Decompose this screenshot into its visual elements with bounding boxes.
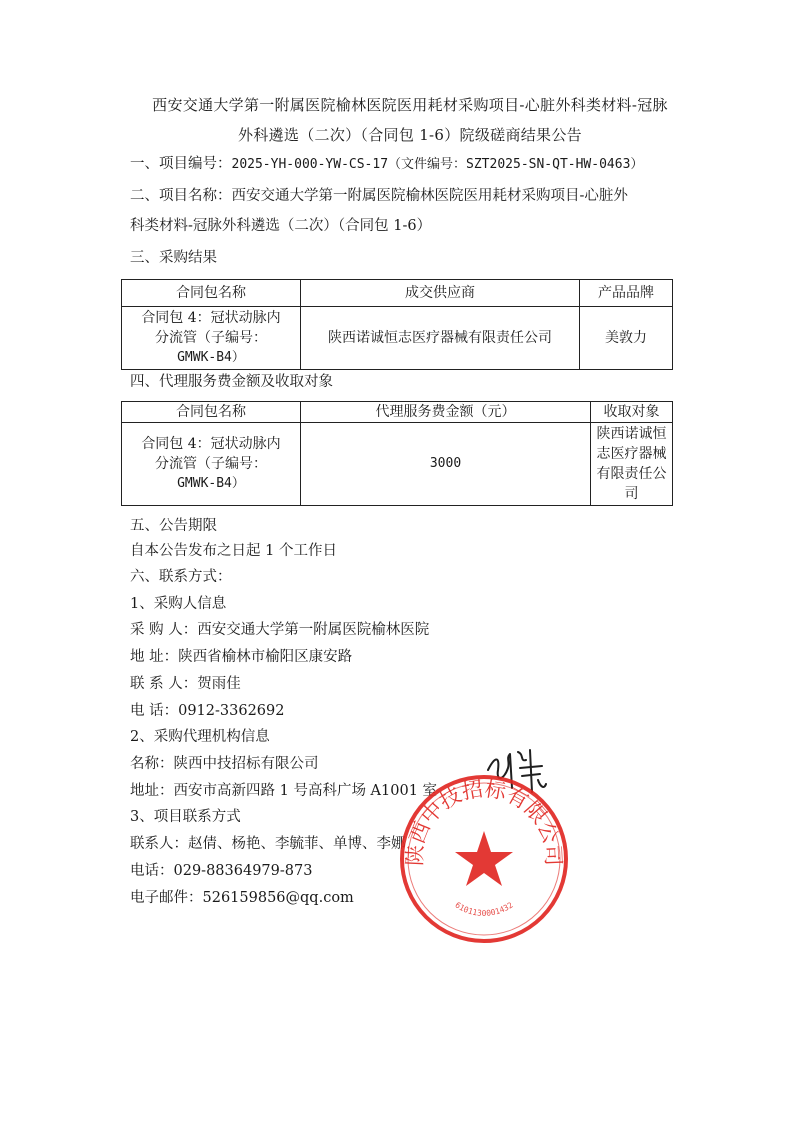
agency-fee-heading: 四、代理服务费金额及收取对象 — [130, 374, 333, 390]
purchase-result-heading: 三、采购结果 — [130, 250, 217, 266]
project-contact-email: 电子邮件：526159856@qq.com — [130, 890, 354, 906]
agency-info-heading: 2、采购代理机构信息 — [130, 729, 270, 745]
table-header-row — [122, 402, 673, 423]
purchaser-address: 地 址：陕西省榆林市榆阳区康安路 — [130, 649, 353, 665]
brand-cell: 美敦力 — [580, 307, 673, 370]
seal-text: 陕西中技招标有限公司 — [402, 776, 566, 867]
announcement-period-heading: 五、公告期限 — [130, 518, 217, 534]
purchaser-phone: 电 话：0912-3362692 — [130, 703, 285, 719]
package-cell: 合同包 4：冠状动脉内 分流管（子编号： GMWK-B4） — [122, 423, 301, 506]
header-fee: 代理服务费金额（元） — [301, 402, 591, 423]
project-number-label: 一、项目编号： — [130, 156, 232, 172]
company-seal — [398, 773, 570, 945]
fee-cell: 3000 — [301, 423, 591, 506]
title-line-1: 西安交通大学第一附属医院榆林医院医用耗材采购项目-心脏外科类材料-冠脉 — [152, 96, 668, 114]
header-brand: 产品品牌 — [580, 280, 673, 307]
project-name-line-2: 科类材料-冠脉外科遴选（二次）（合同包 1-6） — [130, 218, 432, 234]
header-package: 合同包名称 — [122, 402, 301, 423]
header-supplier: 成交供应商 — [301, 280, 580, 307]
header-package: 合同包名称 — [122, 280, 301, 307]
seal-serial: 6101130001432 — [453, 900, 515, 918]
supplier-cell: 陕西诺诚恒志医疗器械有限责任公司 — [301, 307, 580, 370]
table-row — [122, 307, 673, 370]
payer-cell: 陕西诺诚恒 志医疗器械 有限责任公 司 — [591, 423, 673, 506]
table-row — [122, 423, 673, 506]
contact-heading: 六、联系方式： — [130, 569, 232, 585]
table-header-row — [122, 280, 673, 307]
project-number-value: 2025-YH-000-YW-CS-17（文件编号：SZT2025-SN-QT-HW-0463） — [231, 157, 644, 172]
project-number-line — [130, 154, 643, 175]
project-contact-heading: 3、项目联系方式 — [130, 809, 241, 825]
title-line-2: 外科遴选（二次）（合同包 1-6）院级磋商结果公告 — [238, 126, 582, 144]
agency-address: 地址：西安市高新四路 1 号高科广场 A1001 室 — [130, 783, 438, 799]
purchaser-info-heading: 1、采购人信息 — [130, 596, 227, 612]
agency-name: 名称：陕西中技招标有限公司 — [130, 756, 319, 772]
header-payer: 收取对象 — [591, 402, 673, 423]
purchase-result-table — [121, 279, 673, 370]
project-contact-persons: 联系人：赵倩、杨艳、李毓菲、单博、李娜 — [130, 836, 406, 852]
announcement-period-text: 自本公告发布之日起 1 个工作日 — [130, 543, 337, 559]
package-cell: 合同包 4：冠状动脉内 分流管（子编号： GMWK-B4） — [122, 307, 301, 370]
project-contact-phone: 电话：029-88364979-873 — [130, 863, 313, 879]
agency-fee-table — [121, 401, 673, 506]
purchaser-name: 采 购 人：西安交通大学第一附属医院榆林医院 — [130, 622, 430, 638]
purchaser-contact: 联 系 人：贺雨佳 — [130, 676, 241, 692]
project-name-line-1: 二、项目名称：西安交通大学第一附属医院榆林医院医用耗材采购项目-心脏外 — [130, 188, 628, 204]
svg-text:6101130001432 — [453, 900, 514, 918]
